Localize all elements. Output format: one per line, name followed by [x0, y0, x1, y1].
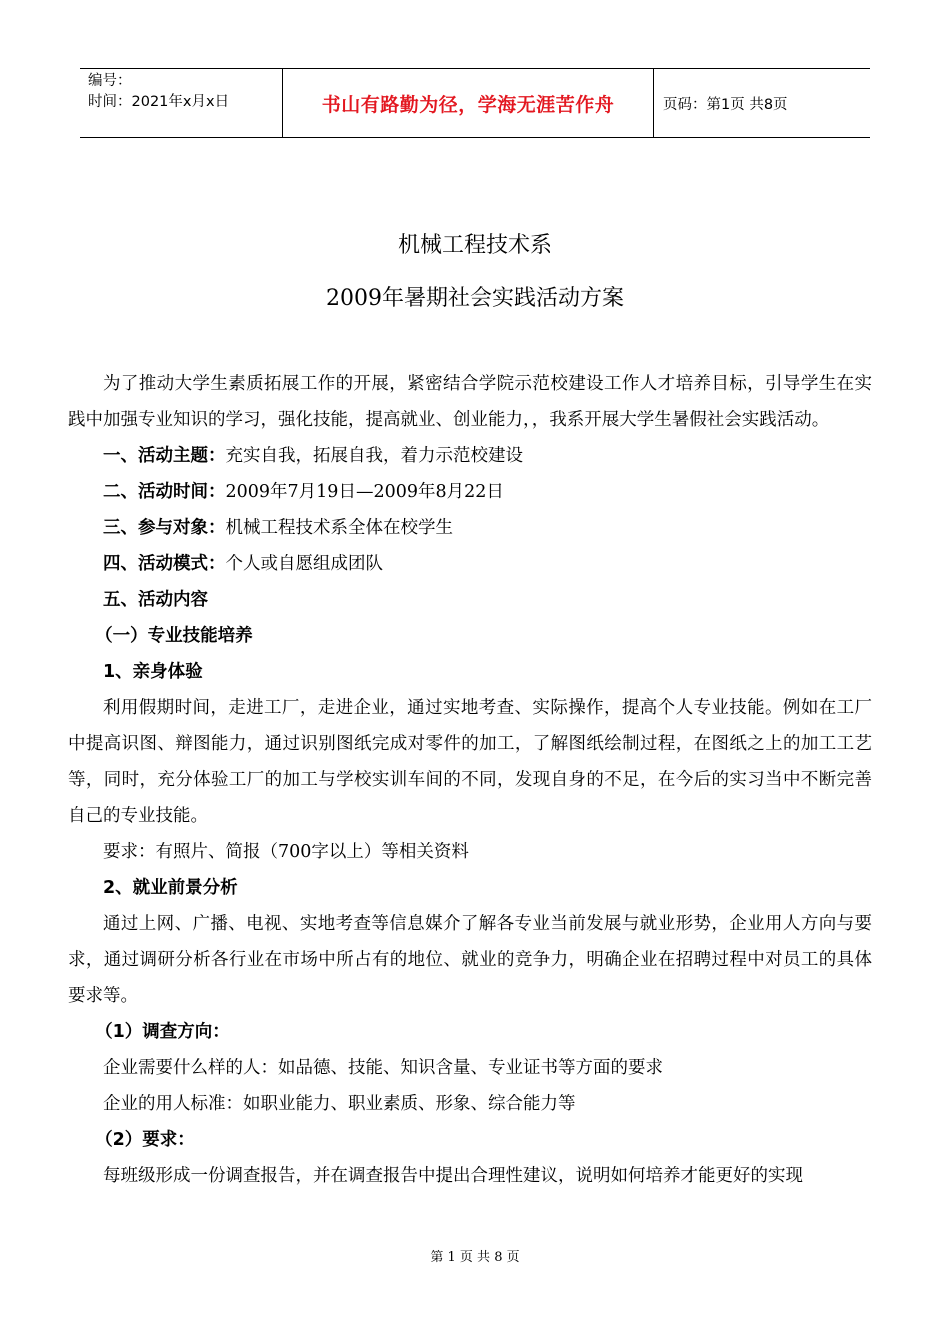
time-text: 2009年7月19日—2009年8月22日 [225, 482, 504, 502]
document-title-dept: 机械工程技术系 [397, 233, 552, 258]
theme-label: 一、活动主题： [103, 446, 226, 466]
theme-line [68, 438, 872, 474]
subsection-heading: （一）专业技能培养 [95, 626, 253, 646]
content-heading: 五、活动内容 [103, 590, 208, 610]
target-label: 三、参与对象： [103, 518, 226, 538]
header-page-label: 页码：第1页 共8页 [663, 96, 788, 113]
mode-line [68, 546, 872, 582]
document-title-plan: 2009年暑期社会实践活动方案 [326, 286, 624, 311]
theme-text: 充实自我，拓展自我，着力示范校建设 [225, 446, 523, 466]
mode-label: 四、活动模式： [103, 554, 226, 574]
mode-text: 个人或自愿组成团队 [225, 554, 383, 574]
item2-heading: 2、就业前景分析 [103, 878, 238, 898]
item2-paragraph: 通过上网、广播、电视、实地考查等信息媒介了解各专业当前发展与就业形势，企业用人方向与要求，通过调研分析各行业在市场中所占有的地位、就业的竞争力，明确企业在招聘过程中对员工的具体要求等。 [68, 914, 872, 1006]
header-table [80, 68, 870, 138]
time-label: 时间：2021年x月x日 [88, 94, 230, 110]
target-line [68, 510, 872, 546]
item1-requirement: 要求：有照片、简报（700字以上）等相关资料 [103, 842, 469, 862]
time-label: 二、活动时间： [103, 482, 226, 502]
number-label: 编号： [88, 73, 132, 89]
header-divider [653, 69, 654, 137]
page-footer: 第 1 页 共 8 页 [430, 1250, 520, 1265]
header-meta [88, 71, 282, 113]
survey-heading: （1）调查方向： [95, 1022, 230, 1042]
document-body [68, 366, 872, 1194]
requirement-heading: （2）要求： [95, 1130, 195, 1150]
requirement-paragraph: 每班级形成一份调查报告，并在调查报告中提出合理性建议，说明如何培养才能更好的实现 [103, 1166, 803, 1186]
survey-line: 企业需要什么样的人：如品德、技能、知识含量、专业证书等方面的要求 [103, 1058, 663, 1078]
item1-heading: 1、亲身体验 [103, 662, 203, 682]
header-motto: 书山有路勤为径，学海无涯苦作舟 [321, 93, 615, 116]
intro-paragraph: 为了推动大学生素质拓展工作的开展，紧密结合学院示范校建设工作人才培养目标，引导学生在实践中加强专业知识的学习，强化技能，提高就业、创业能力，，我系开展大学生暑假社会实践活动。 [68, 374, 872, 430]
target-text: 机械工程技术系全体在校学生 [225, 518, 453, 538]
item1-paragraph: 利用假期时间，走进工厂，走进企业，通过实地考查、实际操作，提高个人专业技能。例如在工厂中提高识图、辩图能力，通过识别图纸完成对零件的加工，了解图纸绘制过程，在图纸之上的加工工艺等，同时，充分体验工厂的加工与学校实训车间的不同，发现自身的不足，在今后的实习当中不断完善自己的专业技能。 [68, 698, 872, 826]
time-line [68, 474, 872, 510]
survey-line: 企业的用人标准：如职业能力、职业素质、形象、综合能力等 [103, 1094, 576, 1114]
